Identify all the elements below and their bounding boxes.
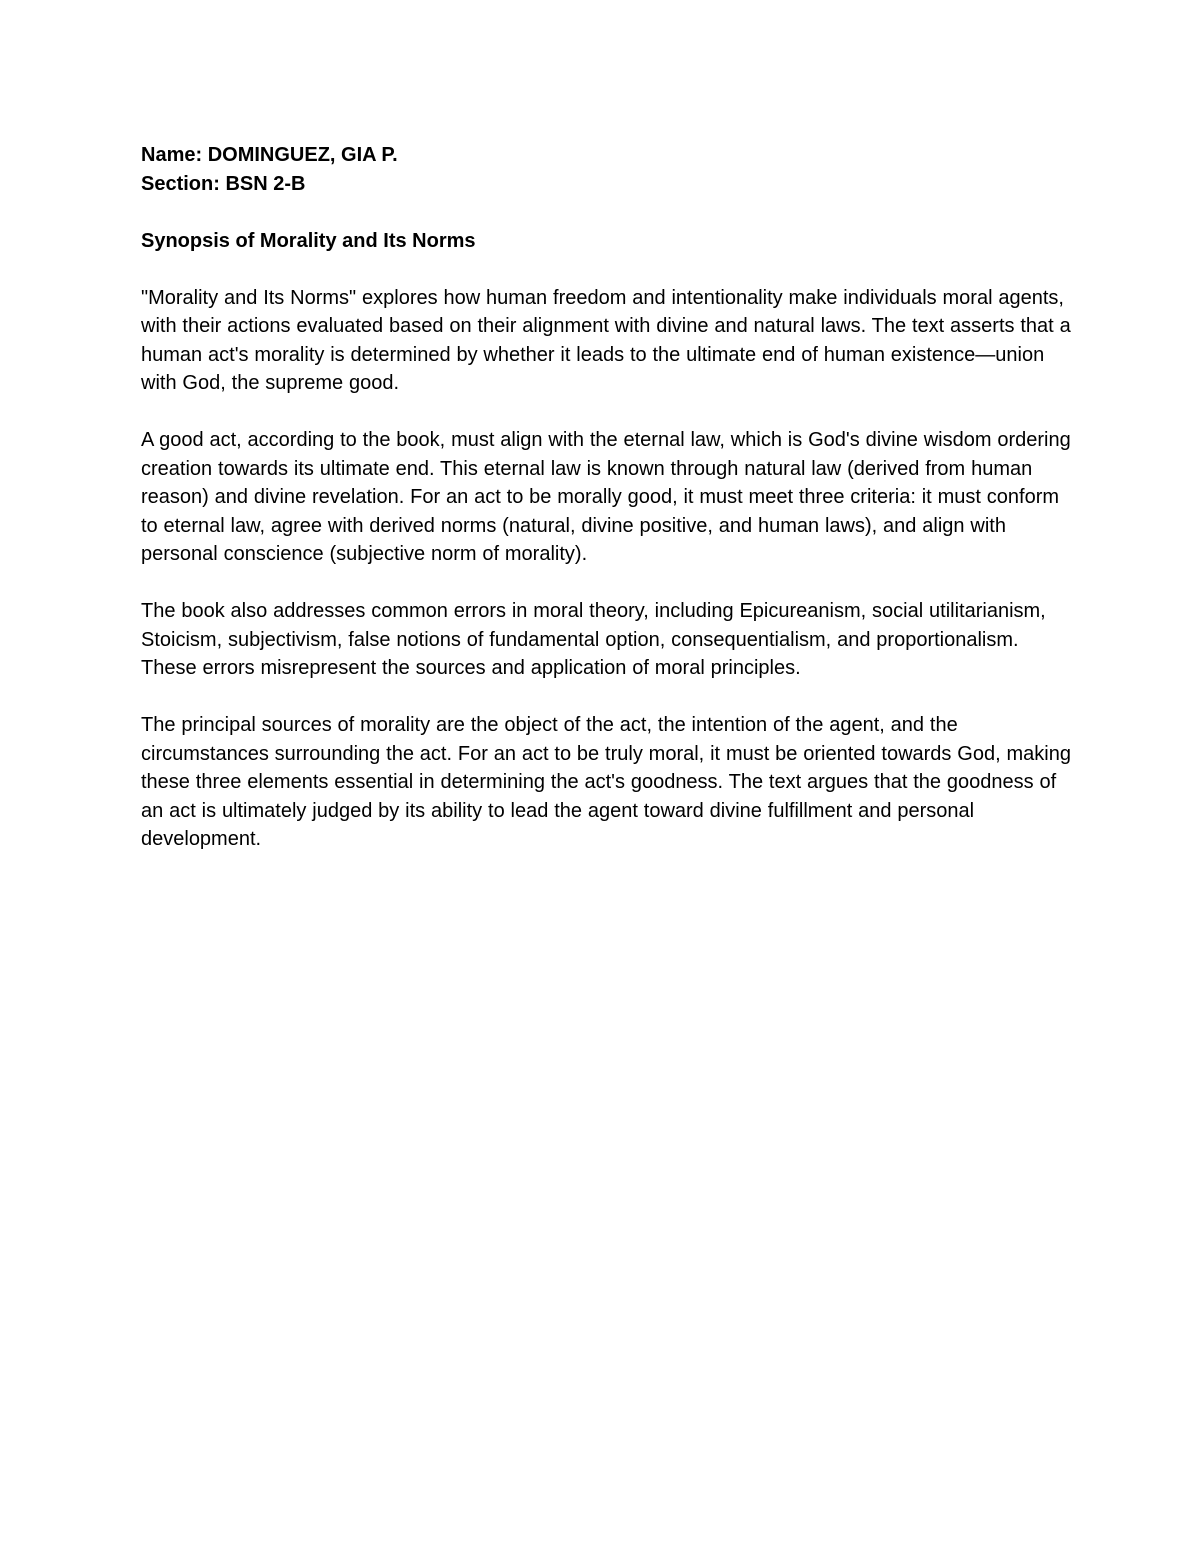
paragraph-1: "Morality and Its Norms" explores how human freedom and intentionality make individuals moral agents, with their actions evaluated based on their alignment with divine and natural laws. The text asserts that a human act's morality is determined by whether it leads to the ultimate end of human existence—union with God, the supreme good. — [141, 286, 1071, 394]
document-body — [141, 141, 1071, 882]
paragraph-3: The book also addresses common errors in moral theory, including Epicureanism, social utilitarianism, Stoicism, subjectivism, false notions of fundamental option, consequentialism, and proportionalism. These errors misrepresent the sources and application of moral principles. — [141, 600, 1046, 679]
paragraph-4: The principal sources of morality are the object of the act, the intention of the agent, and the circumstances surrounding the act. For an act to be truly moral, it must be oriented towards God, making these three elements essential in determining the act's goodness. The text argues that the goodness of an act is ultimately judged by its ability to lead the agent toward divine fulfillment and personal development. — [141, 714, 1071, 850]
document-title: Synopsis of Morality and Its Norms — [141, 229, 476, 252]
paragraph-2: A good act, according to the book, must align with the eternal law, which is God's divine wisdom ordering creation towards its ultimate end. This eternal law is known through natural law (derived from human reason) and divine revelation. For an act to be morally good, it must meet three criteria: it must conform to eternal law, agree with derived norms (natural, divine positive, and human laws), and align with personal conscience (subjective norm of morality). — [141, 429, 1071, 565]
student-section: Section: BSN 2-B — [141, 172, 306, 195]
student-name: Name: DOMINGUEZ, GIA P. — [141, 144, 398, 166]
